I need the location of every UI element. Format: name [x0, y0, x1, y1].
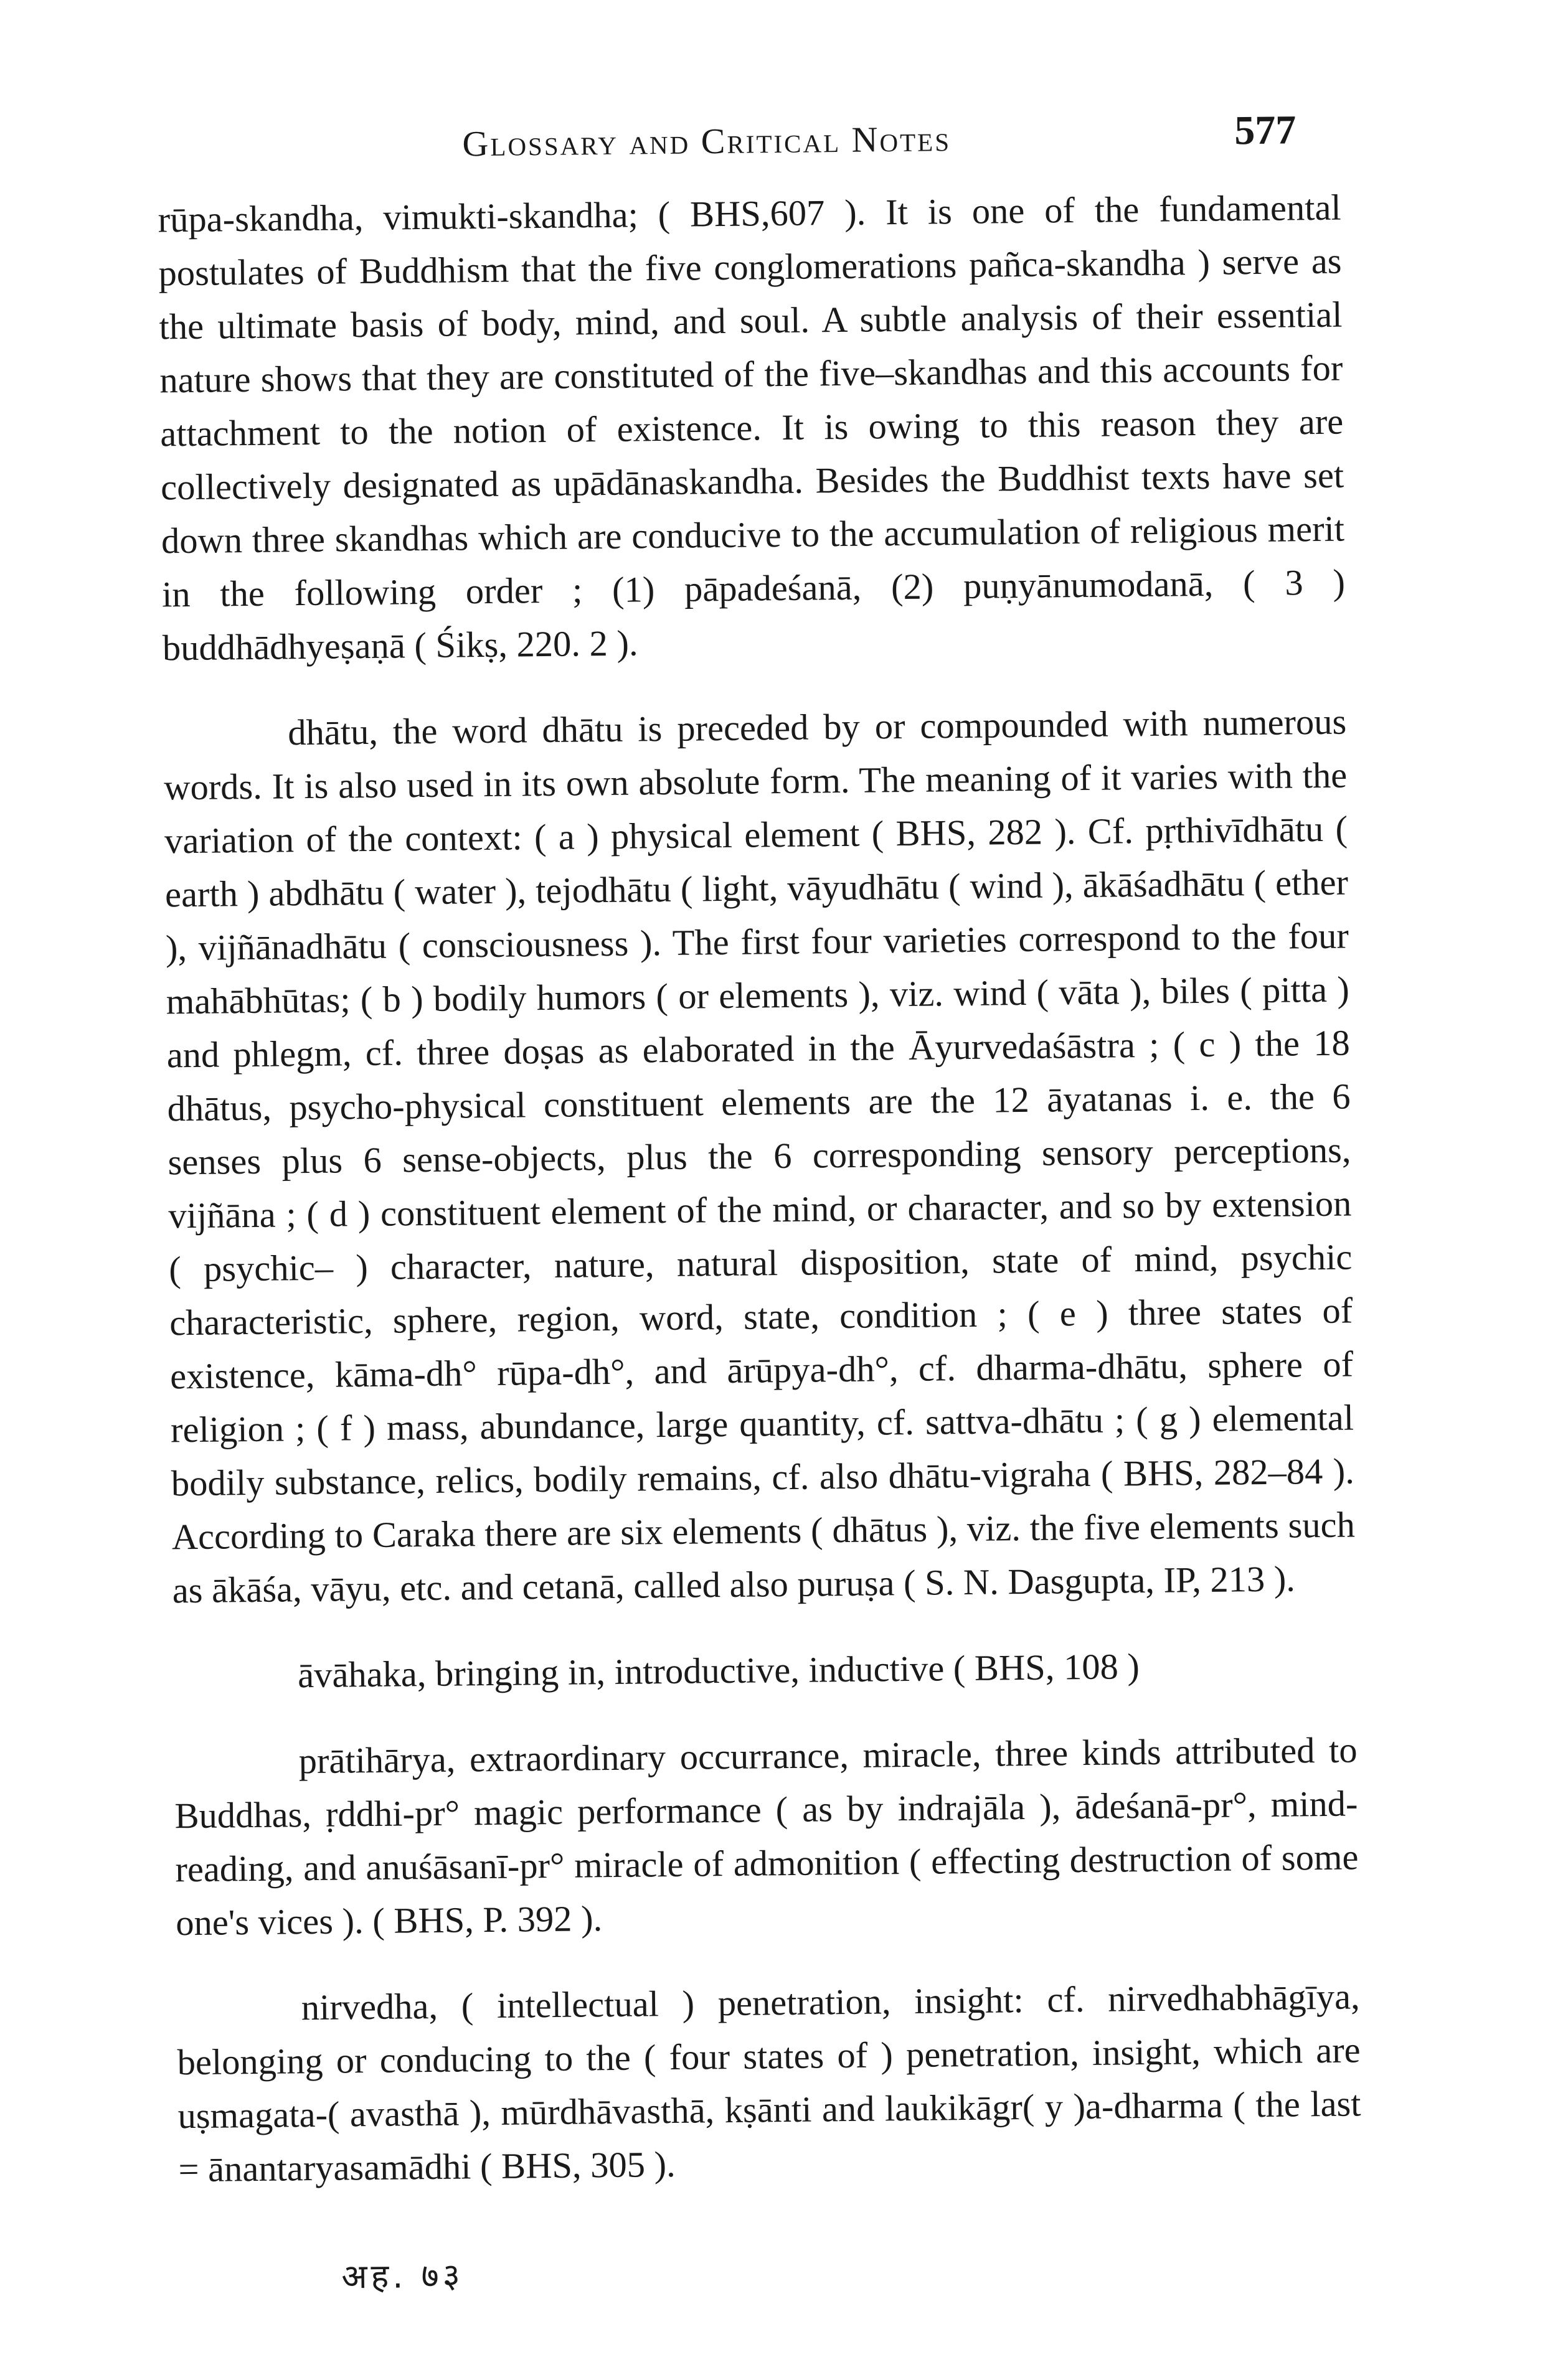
glossary-entry-pratiharya: prātihārya, extraordinary occurrance, miracle, three kinds attributed to Buddhas, ṛddhi-pr° magic performance ( as by indrajāla ), ādeśanā-pr°, mind-reading, and anuśāsanī-pr° miracle of admonition ( effecting destruction of some one's vices ). ( BHS, P. 392 ). [174, 1729, 1359, 1944]
signature-mark: अह. ७३ [341, 2255, 465, 2297]
glossary-entry-nirvedha: nirvedha, ( intellectual ) penetration, insight: cf. nirvedhabhāgīya, belonging or conducing to the ( four states of ) penetration, insight, which are uṣmagata-( avasthā ), mūrdhāvasthā, kṣānti and laukikāgr( y )a-dharma ( the last = ānantaryasamādhi ( BHS, 305 ). [177, 1976, 1361, 2190]
glossary-entry-avahaka: āvāhaka, bringing in, introductive, inductive ( BHS, 108 ) [297, 1646, 1140, 1696]
glossary-entry-dhatu: dhātu, the word dhātu is preceded by or compounded with numerous words. It is also used in its own absolute form. The meaning of it varies with the variation of the context: ( a ) physical element ( BHS, 282 ). Cf. pṛthivīdhātu ( earth ) abdhātu ( water ), tejodhātu ( light, vāyudhātu ( wind ), ākāśadhātu ( ether ), vijñānadhātu ( consciousness ). The first four varieties correspond to the four mahābhūtas; ( b ) bodily humors ( or elements ), viz. wind ( vāta ), biles ( pitta ) and phlegm, cf. three doṣas as elaborated in the Āyurvedaśāstra ; ( c ) the 18 dhātus, psycho-physical constituent elements are the 12 āyatanas i. e. the 6 senses plus 6 sense-objects, plus the 6 corresponding sensory perceptions, vijñāna ; ( d ) constituent element of the mind, or character, and so by extension ( psychic– ) character, nature, natural disposition, state of mind, psychic characteristic, sphere, region, word, state, condition ; ( e ) three states of existence, kāma-dh° rūpa-dh°, and ārūpya-dh°, cf. dharma-dhātu, sphere of religion ; ( f ) mass, abundance, large quantity, cf. sattva-dhātu ; ( g ) elemental bodily substance, relics, bodily remains, cf. also dhātu-vigraha ( BHS, 282–84 ). According to Caraka there are six elements ( dhātus ), viz. the five elements such as ākāśa, vāyu, etc. and cetanā, called also puruṣa ( S. N. Dasgupta, IP, 213 ). [163, 701, 1356, 1611]
glossary-body [158, 181, 1362, 2229]
page-number: 577 [1234, 107, 1296, 154]
running-title: Glossary and Critical Notes [462, 118, 952, 164]
page-header [0, 98, 1557, 170]
glossary-entry-rupa-skandha: rūpa-skandha, vimukti-skandha; ( BHS,607 ). It is one of the fundamental postulates of Buddhism that the five conglomerations pañca-skandha ) serve as the ultimate basis of body, mind, and soul. A subtle analysis of their essential nature shows that they are constituted of the five–skandhas and this accounts for attachment to the notion of existence. It is owing to this reason they are collectively designated as upādānaskandha. Besides the Buddhist texts have set down three skandhas which are conducive to the accumulation of religious merit in the following order ; (1) pāpadeśanā, (2) puṇyānumodanā, ( 3 ) buddhādhyeṣaṇā ( Śikṣ, 220. 2 ). [158, 187, 1346, 669]
